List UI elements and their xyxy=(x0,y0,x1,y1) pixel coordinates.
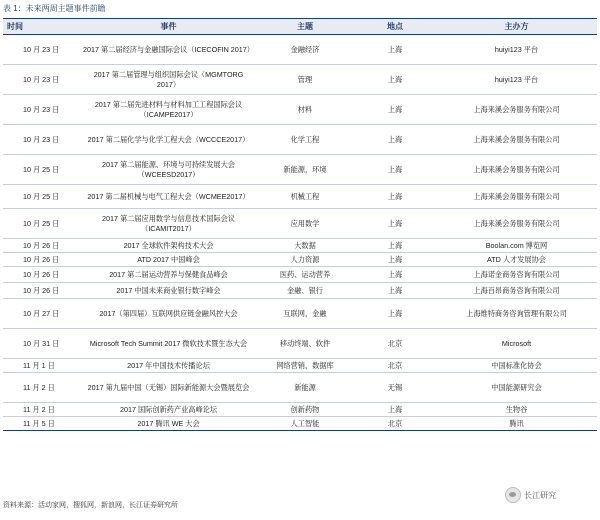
cell-host: 上海来溪会务服务有限公司 xyxy=(436,185,597,209)
cell-event: 2017 全球软件架构技术大会 xyxy=(81,239,256,253)
cell-host: 上海百昂商务咨询有限公司 xyxy=(436,283,597,299)
table-row xyxy=(3,299,597,329)
cell-time: 10 月 27 日 xyxy=(3,299,81,329)
cell-time: 10 月 26 日 xyxy=(3,239,81,253)
cell-time: 10 月 26 日 xyxy=(3,267,81,283)
cell-host: 上海来溪会务服务有限公司 xyxy=(436,209,597,239)
cell-host: huiyi123 平台 xyxy=(436,35,597,65)
cell-time: 10 月 31 日 xyxy=(3,329,81,359)
cell-event: 2017 第二届先进材料与材料加工工程国际会议（ICAMPE2017） xyxy=(81,95,256,125)
cell-host: 上海维特商务咨询管理有限公司 xyxy=(436,299,597,329)
cell-place: 北京 xyxy=(354,329,436,359)
table-row xyxy=(3,95,597,125)
cell-place: 北京 xyxy=(354,417,436,431)
cell-time: 11 月 5 日 xyxy=(3,417,81,431)
table-caption: 表 1：未来两周主题事件前瞻 xyxy=(3,4,106,13)
table-row xyxy=(3,267,597,283)
cell-place: 上海 xyxy=(354,403,436,417)
cell-event: 2017 第二届运动营养与保健食品峰会 xyxy=(81,267,256,283)
cell-place: 上海 xyxy=(354,95,436,125)
cell-theme: 人力资源 xyxy=(256,253,354,267)
cell-place: 北京 xyxy=(354,359,436,373)
cell-time: 10 月 25 日 xyxy=(3,155,81,185)
table-row xyxy=(3,125,597,155)
cell-theme: 医药、运动营养 xyxy=(256,267,354,283)
cell-event: 2017 第九届中国（无锡）国际新能源大会暨展览会 xyxy=(81,373,256,403)
header-place: 地点 xyxy=(354,19,436,35)
cell-theme: 管理 xyxy=(256,65,354,95)
header-theme: 主题 xyxy=(256,19,354,35)
cell-host: Microsoft xyxy=(436,329,597,359)
cell-place: 上海 xyxy=(354,209,436,239)
table-row xyxy=(3,359,597,373)
cell-place: 上海 xyxy=(354,125,436,155)
table-row xyxy=(3,403,597,417)
table-row xyxy=(3,329,597,359)
table-row xyxy=(3,155,597,185)
cell-time: 11 月 2 日 xyxy=(3,403,81,417)
cell-theme: 新能源，环境 xyxy=(256,155,354,185)
cell-place: 无锡 xyxy=(354,373,436,403)
cell-time: 11 月 1 日 xyxy=(3,359,81,373)
cell-theme: 移动终端、软件 xyxy=(256,329,354,359)
cell-event: 2017 第二届管理与组织国际会议（MGMTORG 2017） xyxy=(81,65,256,95)
cell-theme: 金融、银行 xyxy=(256,283,354,299)
cell-host: 中国标准化协会 xyxy=(436,359,597,373)
table-row xyxy=(3,283,597,299)
cell-event: 2017 腾讯 WE 大会 xyxy=(81,417,256,431)
cell-event: 2017 第二届应用数学与信息技术国际会议（ICAMIT2017） xyxy=(81,209,256,239)
events-table-container xyxy=(3,18,597,431)
cell-theme: 机械工程 xyxy=(256,185,354,209)
cell-theme: 新能源 xyxy=(256,373,354,403)
cell-place: 上海 xyxy=(354,267,436,283)
cell-place: 上海 xyxy=(354,155,436,185)
cell-event: 2017 第二届能源、环境与可持续发展大会（WCEESD2017） xyxy=(81,155,256,185)
cell-time: 11 月 2 日 xyxy=(3,373,81,403)
cell-event: 2017 中国未来商业银行数字峰会 xyxy=(81,283,256,299)
watermark-text: 长江研究 xyxy=(524,490,556,500)
source-note: 资料来源：活动家网，搜狐网，新浪网，长江证券研究所 xyxy=(3,502,178,509)
cell-theme: 材料 xyxy=(256,95,354,125)
cell-host: 生物谷 xyxy=(436,403,597,417)
header-host: 主办方 xyxy=(436,19,597,35)
cell-time: 10 月 26 日 xyxy=(3,283,81,299)
watermark xyxy=(505,485,595,505)
cell-time: 10 月 25 日 xyxy=(3,209,81,239)
table-row xyxy=(3,209,597,239)
cell-event: 2017 第二届化学与化学工程大会（WCCCE2017） xyxy=(81,125,256,155)
cell-event: 2017 国际创新药产业高峰论坛 xyxy=(81,403,256,417)
cell-host: ATD 人才发展协会 xyxy=(436,253,597,267)
cell-place: 上海 xyxy=(354,283,436,299)
cell-time: 10 月 25 日 xyxy=(3,185,81,209)
header-time: 时间 xyxy=(3,19,81,35)
cell-place: 上海 xyxy=(354,239,436,253)
cell-theme: 创新药物 xyxy=(256,403,354,417)
cell-time: 10 月 23 日 xyxy=(3,125,81,155)
cell-time: 10 月 23 日 xyxy=(3,95,81,125)
cell-theme: 金融经济 xyxy=(256,35,354,65)
cell-event: ATD 2017 中国峰会 xyxy=(81,253,256,267)
cell-event: 2017 第二届机械与电气工程大会（WCMEE2017） xyxy=(81,185,256,209)
cell-place: 上海 xyxy=(354,65,436,95)
cell-host: 腾讯 xyxy=(436,417,597,431)
cell-theme: 人工智能 xyxy=(256,417,354,431)
table-row xyxy=(3,253,597,267)
table-row xyxy=(3,417,597,431)
table-row xyxy=(3,35,597,65)
table-row xyxy=(3,239,597,253)
cell-host: Boolan.com 博览网 xyxy=(436,239,597,253)
cell-host: huiyi123 平台 xyxy=(436,65,597,95)
cell-place: 上海 xyxy=(354,299,436,329)
cell-theme: 网络营销，数据库 xyxy=(256,359,354,373)
cell-time: 10 月 26 日 xyxy=(3,253,81,267)
cell-event: 2017（第四届）互联网供应链金融风控大会 xyxy=(81,299,256,329)
cell-place: 上海 xyxy=(354,185,436,209)
cell-place: 上海 xyxy=(354,253,436,267)
cell-time: 10 月 23 日 xyxy=(3,35,81,65)
cell-event: Microsoft Tech Summit 2017 微软技术暨生态大会 xyxy=(81,329,256,359)
cell-theme: 互联网，金融 xyxy=(256,299,354,329)
events-table xyxy=(3,18,597,431)
table-row xyxy=(3,185,597,209)
table-header-row xyxy=(3,19,597,35)
cell-host: 上海来溪会务服务有限公司 xyxy=(436,95,597,125)
table-row xyxy=(3,65,597,95)
wechat-icon xyxy=(505,487,521,503)
cell-place: 上海 xyxy=(354,35,436,65)
cell-host: 中国能源研究会 xyxy=(436,373,597,403)
cell-event: 2017 年中国技术传播论坛 xyxy=(81,359,256,373)
header-event: 事件 xyxy=(81,19,256,35)
cell-host: 上海来溪会务服务有限公司 xyxy=(436,155,597,185)
table-row xyxy=(3,373,597,403)
cell-theme: 应用数学 xyxy=(256,209,354,239)
cell-theme: 化学工程 xyxy=(256,125,354,155)
cell-event: 2017 第二届经济与金融国际会议（ICECOFIN 2017） xyxy=(81,35,256,65)
cell-host: 上海诺金商务咨询有限公司 xyxy=(436,267,597,283)
cell-host: 上海来溪会务服务有限公司 xyxy=(436,125,597,155)
cell-time: 10 月 23 日 xyxy=(3,65,81,95)
cell-theme: 大数据 xyxy=(256,239,354,253)
